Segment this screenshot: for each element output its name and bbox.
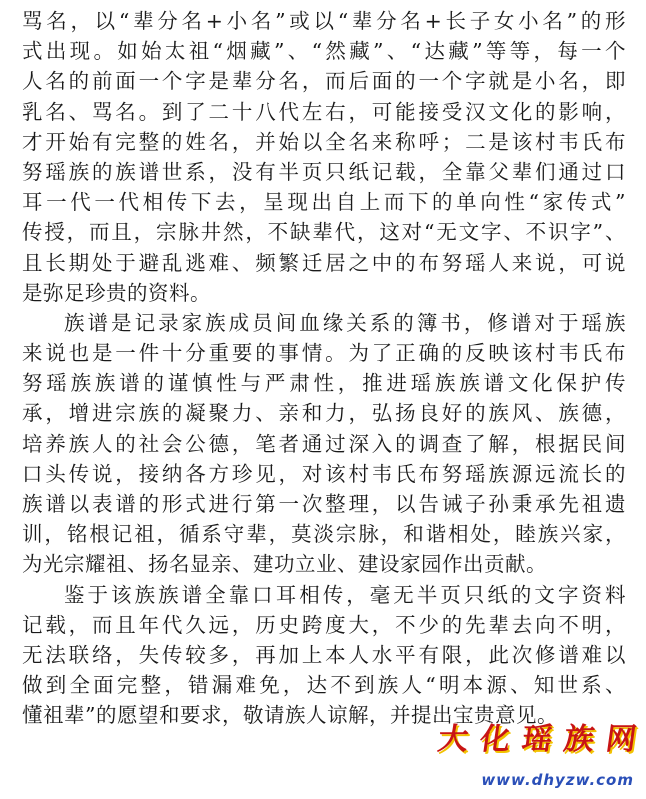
text-line: 传授，而且，宗脉井然，不缺辈代，这对“无文字、不识字”、 (22, 220, 626, 245)
text-line: 努瑶族族谱的谨慎性与严肃性，推进瑶族族谱文化保护传 (22, 371, 626, 396)
watermark-char: 族 (561, 722, 597, 757)
watermark-char: 大 (435, 722, 471, 757)
text-line: 无法联络，失传较多，再加上本人水平有限，此次修谱难以 (22, 642, 626, 667)
site-watermark (410, 721, 640, 791)
text-line: 记载，而且年代久远，历史跨度大，不少的先辈去向不明， (22, 612, 626, 637)
text-line: 承，增进宗族的凝聚力、亲和力，弘扬良好的族风、族德， (22, 401, 626, 426)
watermark-url: www.dhyzw.com (481, 771, 634, 789)
text-line: 培养族人的社会公德，笔者通过深入的调查了解，根据民间 (22, 431, 626, 456)
text-line: 耳一代一代相传下去，呈现出自上而下的单向性“家传式” (22, 190, 626, 215)
text-line: 鉴于该族族谱全靠口耳相传，毫无半页只纸的文字资料 (64, 582, 626, 607)
paragraph-2 (22, 308, 626, 580)
text-line: 训，铭根记祖，循系守辈，莫淡宗脉，和谐相处，睦族兴家， (22, 522, 626, 547)
text-line: 做到全面完整，错漏难免，达不到族人“明本源、知世系、 (22, 673, 626, 698)
watermark-char: 化 (477, 722, 513, 757)
text-line: 懂祖辈”的愿望和要求，敬请族人谅解，并提出宝贵意见。 (22, 703, 558, 728)
paragraph-3 (22, 580, 626, 731)
text-line: 人名的前面一个字是辈分名，而后面的一个字就是小名，即 (22, 69, 626, 94)
text-line: 口头传说，接纳各方珍见，对该村韦氏布努瑶族源远流长的 (22, 461, 626, 486)
paragraph-1 (22, 6, 626, 308)
watermark-char: 网 (603, 722, 639, 757)
text-line: 才开始有完整的姓名，并始以全名来称呼；二是该村韦氏布 (22, 129, 626, 154)
text-line: 是弥足珍贵的资料。 (22, 280, 211, 305)
text-line: 努瑶族的族谱世系，没有半页只纸记载，全靠父辈们通过口 (22, 159, 626, 184)
text-line: 式出现。如始太祖“烟藏”、“然藏”、“达藏”等等，每一个 (22, 39, 626, 64)
text-line: 族谱以表谱的形式进行第一次整理，以告诫子孙秉承先祖遗 (22, 492, 626, 516)
text-line: 为光宗耀祖、扬名显亲、建功立业、建设家园作出贡献。 (22, 552, 547, 577)
text-line: 且长期处于避乱逃难、频繁迁居之中的布努瑶人来说，可说 (22, 250, 626, 275)
text-line: 骂名，以“辈分名+小名”或以“辈分名+长子女小名”的形 (22, 9, 626, 33)
text-line: 来说也是一件十分重要的事情。为了正确的反映该村韦氏布 (22, 341, 626, 366)
text-line: 乳名、骂名。到了二十八代左右，可能接受汉文化的影响， (22, 99, 626, 124)
watermark-title (434, 721, 640, 759)
text-line: 族谱是记录家族成员间血缘关系的簿书，修谱对于瑶族 (64, 310, 626, 335)
watermark-char: 瑶 (519, 722, 555, 757)
document-body (22, 6, 626, 731)
